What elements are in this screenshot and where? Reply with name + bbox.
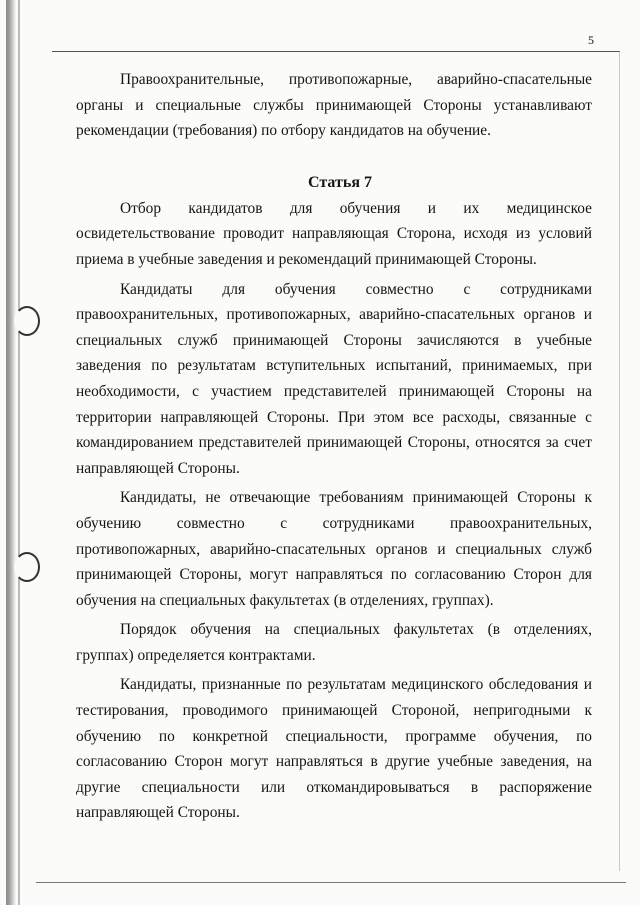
punch-hole-bottom — [14, 552, 40, 582]
paragraph-intro: Правоохранительные, противопожарные, аварийно-спасательные органы и специальные службы принимающей Стороны устанавливают рекомендации (требования) по отбору кандидатов на обучение. — [76, 71, 592, 140]
paragraph-1: Отбор кандидатов для обучения и их медицинское освидетельствование проводит направляющая Сторона, исходя из условий приема в учебные заведения и рекомендаций принимающей Стороны. — [76, 199, 592, 268]
document-body — [76, 67, 592, 826]
binding-edge-line — [18, 0, 20, 905]
paragraph-3: Кандидаты, не отвечающие требованиям принимающей Стороны к обучению совместно с сотрудниками правоохранительных, противопожарных, аварийно-спасательных органов и специальных служб принимающей Стороны, могут направляться по согласованию Сторон для обучения на специальных факультетах (в отделениях, группах). — [76, 489, 592, 609]
paragraph-2: Кандидаты для обучения совместно с сотрудниками правоохранительных, противопожарных, аварийно-спасательных органов и специальных служб принимающей Стороны зачисляются в учебные заведения по результатам вступительных испытаний, принимаемых, при необходимости, с участием представителей принимающей Стороны на территории направляющей Стороны. При этом все расходы, связанные с командированием представителей принимающей Стороны, относятся за счет направляющей Стороны. — [76, 280, 592, 477]
paragraph-4: Порядок обучения на специальных факультетах (в отделениях, группах) определяется контрактами. — [76, 621, 592, 664]
frame-bottom-line — [36, 882, 626, 883]
article-heading: Статья 7 — [308, 173, 372, 191]
paragraph-5: Кандидаты, признанные по результатам медицинского обследования и тестирования, проводимого принимающей Стороной, непригодными к обучению по конкретной специальности, программе обучения, по согласованию Сторон могут направляться в другие учебные заведения, на другие специальности или откомандировываться в распоряжение направляющей Стороны. — [76, 676, 592, 822]
frame-right-line — [619, 51, 620, 871]
binding-edge — [6, 0, 16, 905]
punch-hole-top — [14, 306, 40, 336]
frame-top-line — [52, 51, 620, 52]
page-number: 5 — [588, 33, 594, 47]
